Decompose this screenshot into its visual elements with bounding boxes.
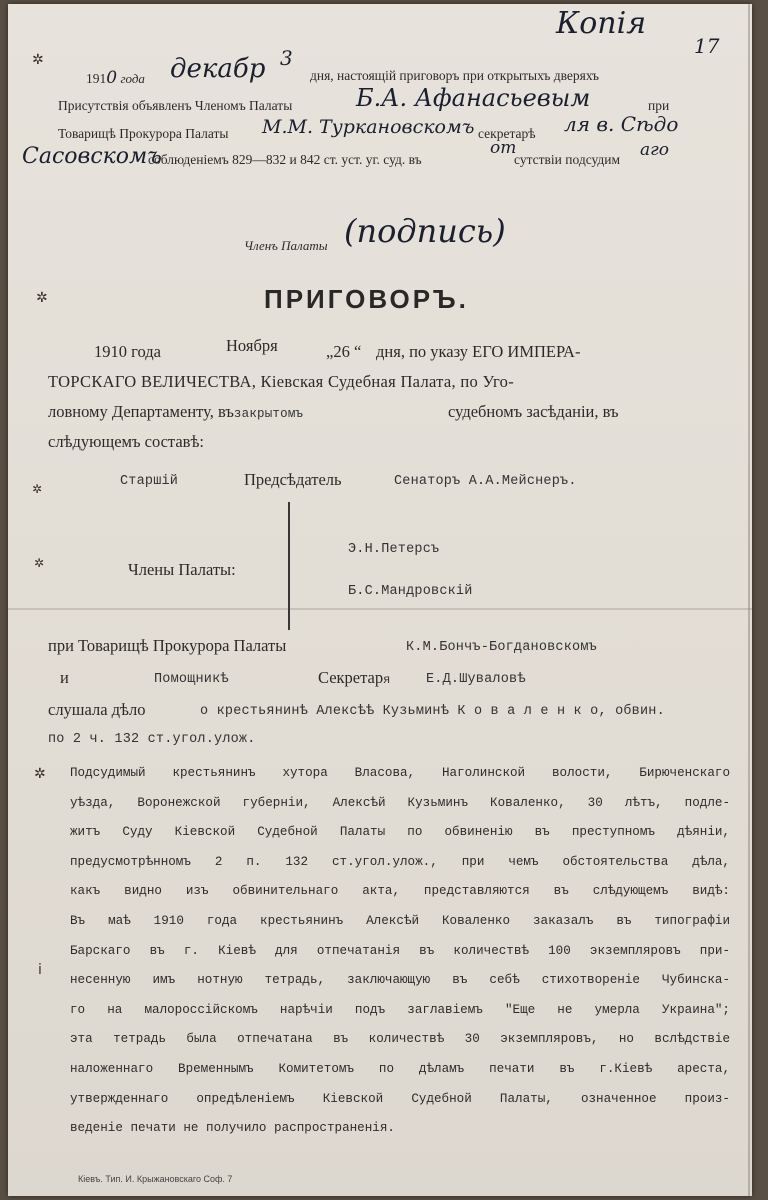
margin-mark: ✲ <box>32 482 43 496</box>
header-line2: Присутствія объявленъ Членомъ Палаты <box>58 98 293 113</box>
document-page <box>8 4 752 1196</box>
intro-line2: ТОРСКАГО ВЕЛИЧЕСТВА, Кіевская Судебная Палата, по Уго- <box>48 372 515 391</box>
page-number: 17 <box>694 34 720 58</box>
secretary-name: Е.Д.Шуваловѣ <box>426 672 526 687</box>
prosecutor-hand: М.М. Туркановскомъ <box>262 116 475 138</box>
body-line: веденіе печати не получило распространенія. <box>70 1121 395 1136</box>
chairman-name: Сенаторъ А.А.Мейснеръ. <box>394 474 577 489</box>
header-line3: Товарищѣ Прокурора Палаты <box>58 126 229 141</box>
assistant-label: Помощникѣ <box>154 672 229 687</box>
absence-hand: от <box>490 138 517 158</box>
paper-edge-fold <box>748 4 750 1196</box>
signature: (подпись) <box>344 212 506 250</box>
intro-line1: дня, по указу ЕГО ИМПЕРА- <box>376 342 581 361</box>
year-print: 191 <box>86 71 107 86</box>
intro-closed-session: закрытомъ <box>233 407 304 421</box>
header-line4: соблюденіемъ 829—832 и 842 ст. уст. уг. суд. въ <box>148 152 422 167</box>
body-line: какъ видно изъ обвинительнаго акта, представляются въ слѣдующемъ видѣ: <box>70 884 730 899</box>
intro-line4: слѣдующемъ составѣ: <box>48 432 204 451</box>
body-line: Подсудимый крестьянинъ хутора Власова, Наголинской волости, Бирюченскаго <box>70 766 730 780</box>
header-line4-rest: сутствіи подсудим <box>514 152 621 167</box>
header-line1 <box>86 68 145 88</box>
year-hand: 0 <box>106 68 118 88</box>
intro-day: „26 “ <box>326 342 362 361</box>
secretary-label-text: Секретар <box>318 668 384 687</box>
margin-mark: ✲ <box>34 766 46 782</box>
body-line: утвержденнаго опредѣленіемъ Кіевской Судебной Палаты, означенное произ- <box>70 1091 730 1106</box>
intro-year: 1910 года <box>94 342 161 361</box>
intro-line3-a: ловному Департаменту, въ <box>48 402 234 421</box>
members-bracket <box>288 502 290 630</box>
intro-line3 <box>48 402 303 422</box>
secretary-hand-cont: Сасовскомъ <box>22 144 162 169</box>
document-title: ПРИГОВОРЪ. <box>264 284 469 314</box>
margin-mark: ⅰ <box>38 962 42 978</box>
senior-label: Старшій <box>120 474 179 489</box>
body-line: предусмотрѣнномъ 2 п. 132 ст.угол.улож., при чемъ обстоятельства дѣла, <box>70 854 730 869</box>
header-line2-end: при <box>648 98 670 113</box>
and-label: и <box>60 668 69 687</box>
body-line: эта тетрадь была отпечатана въ количествѣ 30 экземпляровъ, но вслѣдствіе <box>70 1032 730 1047</box>
margin-mark: ✲ <box>32 52 44 68</box>
secretary-suffix: я <box>383 673 391 687</box>
heard-label: слушала дѣло <box>48 700 146 719</box>
defendant-hand: аго <box>640 140 669 160</box>
case-text: о крестьянинѣ Алексѣѣ Кузьминѣ К о в а л е н к о, обвин. <box>200 704 665 719</box>
signature-label: Членъ Палаты <box>244 238 328 253</box>
header-line1-rest: дня, настоящій приговоръ при открытыхъ дверяхъ <box>310 68 600 83</box>
prosecutor-label: при Товарищѣ Прокурора Палаты <box>48 636 287 655</box>
month-hand: декабр <box>170 54 266 84</box>
prosecutor-name: К.М.Бончъ-Богдановскомъ <box>406 640 597 655</box>
body-line: наложеннаго Временнымъ Комитетомъ по дѣламъ печати въ г.Кіевѣ ареста, <box>70 1061 730 1076</box>
members-label: Члены Палаты: <box>128 560 236 579</box>
member-2: Б.С.Мандровскій <box>348 584 473 599</box>
god-label: года <box>120 71 145 86</box>
body-line: Барскаго въ г. Кіевѣ для отпечатанія въ количествѣ 100 экземпляровъ при- <box>70 943 730 958</box>
intro-line3-c: судебномъ засѣданіи, въ <box>448 402 619 421</box>
body-line: житъ Суду Кіевской Судебной Палаты по обвиненію въ преступномъ дѣяніи, <box>70 825 730 840</box>
body-line: несенную имъ нотную тетрадь, заключающую въ себѣ стихотвореніе Чубинска- <box>70 973 730 988</box>
body-line: го на малороссійскомъ нарѣчіи подъ заглавіемъ "Еще не умерла Украина"; <box>70 1002 730 1017</box>
printer-footer: Кіевъ. Тип. И. Крыжановскаго Соф. 7 <box>78 1174 233 1184</box>
body-line: уѣзда, Воронежской губерніи, Алексѣй Кузьминъ Коваленко, 30 лѣтъ, подле- <box>70 795 730 810</box>
day-hand: 3 <box>280 46 293 70</box>
archive-mark: Копія <box>556 6 647 41</box>
chairman-label: Предсѣдатель <box>244 470 342 489</box>
member-hand: Б.А. Афанасьевым <box>356 84 591 112</box>
paper-fold <box>8 608 752 610</box>
intro-month: Ноября <box>226 336 278 355</box>
secretary-label <box>318 668 391 688</box>
margin-mark: ✲ <box>34 556 45 570</box>
secretary-hand: ля в. Сѣдо <box>564 112 679 136</box>
header-line3-secretary: секретарѣ <box>478 126 536 141</box>
body-line: Въ маѣ 1910 года крестьянинъ Алексѣй Коваленко заказалъ въ типографіи <box>70 913 730 928</box>
margin-mark: ✲ <box>36 290 48 306</box>
member-1: Э.Н.Петерсъ <box>348 542 440 557</box>
verdict-body <box>70 759 730 1144</box>
charge-text: по 2 ч. 132 ст.угол.улож. <box>48 732 256 747</box>
